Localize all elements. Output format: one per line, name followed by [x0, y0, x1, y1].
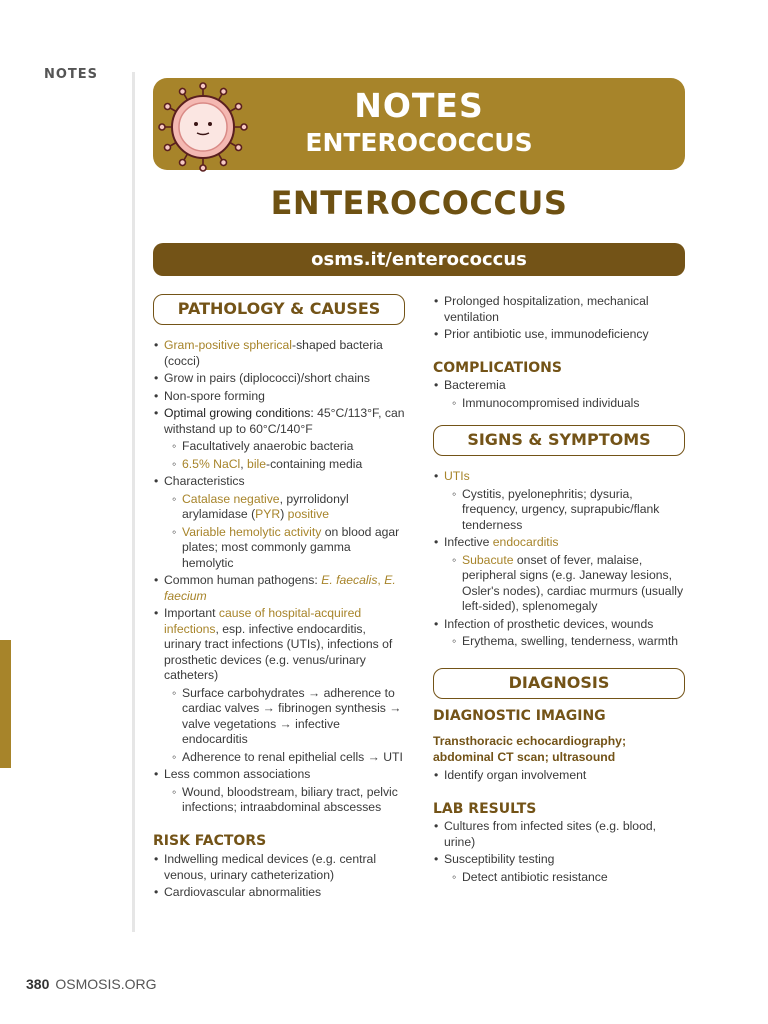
risk-factors-heading: RISK FACTORS	[153, 832, 267, 849]
list-subitem: ◦ Catalase negative, pyrrolidonyl arylamidase (PYR) positive	[153, 492, 405, 523]
list-item: • Non-spore forming	[153, 389, 405, 405]
diagnosis-heading: DIAGNOSIS	[433, 668, 685, 699]
list-item: • Cultures from infected sites (e.g. blood, urine)	[433, 819, 685, 850]
list-subitem: ◦ Variable hemolytic activity on blood agar plates; most commonly gamma hemolytic	[153, 525, 405, 572]
list-item: • Optimal growing conditions: 45°C/113°F, can withstand up to 60°C/140°F	[153, 406, 405, 437]
list-subitem: ◦ Erythema, swelling, tenderness, warmth	[433, 634, 685, 650]
topic-url-link[interactable]: osms.it/enterococcus	[153, 243, 685, 276]
list-item: • Important cause of hospital-acquired infections, esp. infective endocarditis, urinary tract infections (UTIs), infections of prosthetic devices (e.g. venus/urinary catheters)	[153, 606, 405, 684]
list-subitem: ◦ Subacute onset of fever, malaise, peripheral signs (e.g. Janeway lesions, Osler's nodes), cardiac murmurs (usually left-sided), splenomegaly	[433, 553, 685, 615]
right-column	[433, 294, 685, 885]
list-item: • UTIs	[433, 469, 685, 485]
left-column	[153, 294, 405, 901]
diagnostic-imaging-heading: DIAGNOSTIC IMAGING	[433, 707, 606, 724]
list-subitem: ◦ Wound, bloodstream, biliary tract, pelvic infections; intraabdominal abscesses	[153, 785, 405, 816]
imaging-methods: Transthoracic echocardiography; abdominal CT scan; ultrasound	[433, 734, 627, 764]
page-number: 380	[26, 976, 50, 992]
list-subitem: ◦ Adherence to renal epithelial cells → UTI	[153, 750, 405, 766]
lab-results-heading: LAB RESULTS	[433, 800, 537, 817]
list-item: • Infective endocarditis	[433, 535, 685, 551]
chapter-tab	[0, 640, 11, 768]
list-item: • Less common associations	[153, 767, 405, 783]
list-item: • Characteristics	[153, 474, 405, 490]
list-subitem: ◦ Immunocompromised individuals	[433, 396, 685, 412]
list-item: • Infection of prosthetic devices, wounds	[433, 617, 685, 633]
list-item: • Indwelling medical devices (e.g. central venous, urinary catheterization)	[153, 852, 405, 883]
list-item: • Grow in pairs (diplococci)/short chains	[153, 371, 405, 387]
margin-divider	[132, 72, 135, 932]
banner-topic-title: ENTEROCOCCUS	[305, 128, 533, 157]
list-item: • Identify organ involvement	[433, 768, 685, 784]
signs-symptoms-heading: SIGNS & SYMPTOMS	[433, 425, 685, 456]
list-subitem: ◦ Cystitis, pyelonephritis; dysuria, frequency, urgency, suprapubic/flank tenderness	[433, 487, 685, 534]
footer-site-link[interactable]: OSMOSIS.ORG	[55, 976, 157, 992]
list-item: • Gram-positive spherical-shaped bacteria (cocci)	[153, 338, 405, 369]
list-subitem: ◦ 6.5% NaCl, bile-containing media	[153, 457, 405, 473]
page-footer	[26, 976, 156, 992]
list-subitem: ◦ Facultatively anaerobic bacteria	[153, 439, 405, 455]
list-item: • Bacteremia	[433, 378, 685, 394]
microbe-mascot-icon	[158, 82, 248, 172]
list-item: • Prolonged hospitalization, mechanical ventilation	[433, 294, 685, 325]
list-item: • Susceptibility testing	[433, 852, 685, 868]
page-title: ENTEROCOCCUS	[270, 184, 568, 222]
list-item: • Cardiovascular abnormalities	[153, 885, 405, 901]
list-item: • Prior antibiotic use, immunodeficiency	[433, 327, 685, 343]
banner-notes-title: NOTES	[354, 86, 484, 125]
list-subitem: ◦ Detect antibiotic resistance	[433, 870, 685, 886]
complications-heading: COMPLICATIONS	[433, 359, 562, 376]
list-subitem: ◦ Surface carbohydrates → adherence to cardiac valves → fibrinogen synthesis → valve vegetations → infective endocarditis	[153, 686, 405, 748]
margin-notes-label: NOTES	[44, 67, 99, 82]
list-item: • Common human pathogens: E. faecalis, E. faecium	[153, 573, 405, 604]
pathology-heading: PATHOLOGY & CAUSES	[153, 294, 405, 325]
